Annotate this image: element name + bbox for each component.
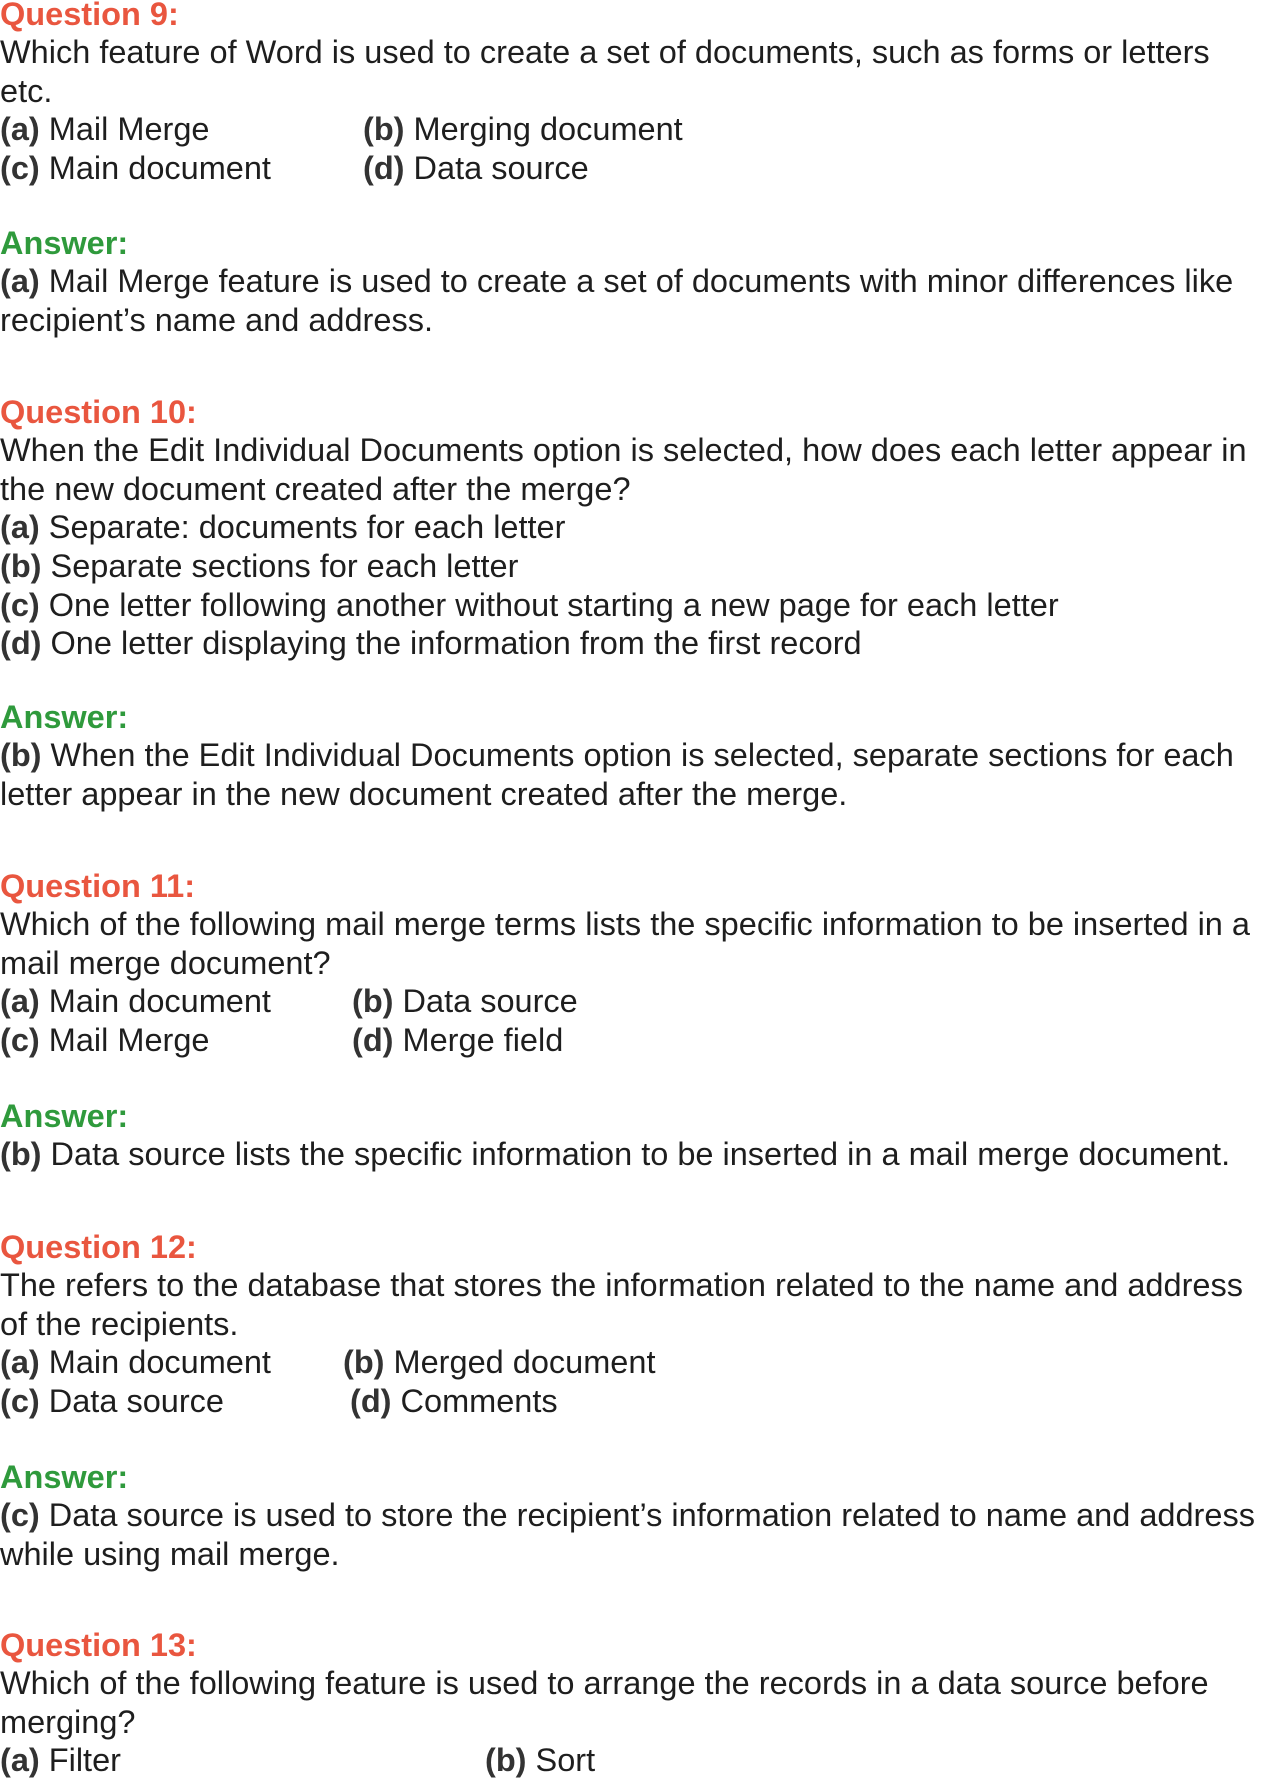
- question-title: [0, 1228, 197, 1267]
- option: [0, 1343, 271, 1382]
- option-letter: (a): [0, 111, 40, 148]
- answer-text: [0, 736, 1234, 775]
- question-text-line: The refers to the database that stores the information related to the name and address: [0, 1267, 1243, 1304]
- option-letter: (d): [363, 149, 405, 186]
- answer-label-text: Answer:: [0, 698, 129, 735]
- option: [485, 1741, 595, 1780]
- question-text-line: When the Edit Individual Documents option is selected, how does each letter appear in: [0, 432, 1247, 469]
- answer-label-text: Answer:: [0, 1097, 129, 1134]
- option-text: Data source: [402, 983, 578, 1020]
- answer-letter: (b): [0, 1136, 42, 1173]
- option-letter: (b): [343, 1344, 385, 1381]
- question-title-text: Question 13:: [0, 1626, 197, 1663]
- option-letter: (a): [0, 1742, 40, 1779]
- answer-text: [0, 775, 847, 814]
- option-letter: (d): [352, 1021, 394, 1058]
- answer-label-text: Answer:: [0, 1458, 129, 1495]
- question-text: [0, 905, 1250, 944]
- option-letter: (c): [0, 149, 40, 186]
- option: [0, 547, 518, 586]
- option: [0, 1382, 224, 1421]
- option: [350, 1382, 558, 1421]
- option: [0, 149, 271, 188]
- option-letter: (c): [0, 1021, 40, 1058]
- question-text-line: Which of the following mail merge terms lists the specific information to be inserted in a: [0, 906, 1250, 943]
- option: [0, 1741, 121, 1780]
- answer-text-line: When the Edit Individual Documents option is selected, separate sections for each: [41, 737, 1234, 774]
- question-text-line: Which of the following feature is used to arrange the records in a data source before: [0, 1665, 1209, 1702]
- option-text: Mail Merge: [48, 111, 210, 148]
- option-text: Sort: [535, 1742, 596, 1779]
- question-text-line: merging?: [0, 1703, 136, 1740]
- option: [0, 982, 271, 1021]
- option-text: Comments: [400, 1382, 558, 1419]
- question-title: [0, 0, 179, 34]
- answer-text: [0, 301, 433, 340]
- question-text-line: mail merge document?: [0, 944, 331, 981]
- question-text: [0, 944, 331, 983]
- question-text-line: Which feature of Word is used to create a set of documents, such as forms or letters: [0, 34, 1210, 71]
- question-text-line: etc.: [0, 72, 53, 109]
- option: [0, 624, 862, 663]
- answer-text: [0, 1535, 340, 1574]
- option-text: Mail Merge: [48, 1021, 210, 1058]
- question-title-text: Question 9:: [0, 0, 179, 32]
- question-title: [0, 867, 195, 906]
- option-text: One letter displaying the information from the first record: [50, 625, 862, 662]
- option: [363, 149, 589, 188]
- option-letter: (d): [0, 625, 42, 662]
- answer-text-line: Data source is used to store the recipient’s information related to name and address: [39, 1497, 1255, 1534]
- option: [0, 586, 1059, 625]
- question-text: [0, 1703, 136, 1742]
- answer-letter: (a): [0, 263, 40, 300]
- option-text: Main document: [48, 1344, 271, 1381]
- answer-letter: (b): [0, 737, 42, 774]
- answer-text: [0, 1496, 1255, 1535]
- answer-text-line: Mail Merge feature is used to create a set of documents with minor differences like: [39, 263, 1234, 300]
- answer-label: [0, 224, 128, 263]
- option-letter: (b): [485, 1742, 527, 1779]
- question-text: [0, 1305, 238, 1344]
- option: [363, 110, 683, 149]
- option-letter: (a): [0, 1344, 40, 1381]
- option-letter: (b): [352, 983, 394, 1020]
- answer-label-text: Answer:: [0, 224, 129, 261]
- question-title-text: Question 11:: [0, 867, 196, 904]
- option-text: Data source: [413, 149, 589, 186]
- answer-text-line: while using mail merge.: [0, 1535, 340, 1572]
- option-letter: (a): [0, 983, 40, 1020]
- option-text: Data source: [48, 1382, 224, 1419]
- question-title: [0, 1626, 197, 1665]
- option: [343, 1343, 655, 1382]
- answer-text: [0, 1135, 1230, 1174]
- option: [0, 110, 210, 149]
- question-text-line: of the recipients.: [0, 1305, 239, 1342]
- question-text: [0, 1266, 1243, 1305]
- option-letter: (b): [363, 111, 405, 148]
- option-text: Separate sections for each letter: [50, 547, 519, 584]
- option-text: Separate: documents for each letter: [48, 509, 566, 546]
- option: [0, 1021, 210, 1060]
- question-title-text: Question 12:: [0, 1228, 197, 1265]
- option: [352, 982, 578, 1021]
- question-text-line: the new document created after the merge?: [0, 470, 631, 507]
- option-text: Filter: [48, 1742, 121, 1779]
- option-letter: (c): [0, 586, 40, 623]
- answer-text-line: letter appear in the new document created after the merge.: [0, 775, 848, 812]
- option: [352, 1021, 563, 1060]
- option-text: Main document: [48, 983, 271, 1020]
- answer-text: [0, 262, 1233, 301]
- option-text: Main document: [48, 149, 271, 186]
- answer-label: [0, 1458, 128, 1497]
- option: [0, 508, 565, 547]
- answer-label: [0, 1097, 128, 1136]
- question-text: [0, 470, 631, 509]
- option-letter: (b): [0, 547, 42, 584]
- answer-text-line: recipient’s name and address.: [0, 301, 433, 338]
- answer-letter: (c): [0, 1497, 40, 1534]
- question-text: [0, 33, 1210, 72]
- option-letter: (c): [0, 1382, 40, 1419]
- question-text: [0, 1664, 1209, 1703]
- question-title-text: Question 10:: [0, 393, 197, 430]
- option-text: Merging document: [413, 111, 683, 148]
- option-text: One letter following another without starting a new page for each letter: [48, 586, 1059, 623]
- answer-text-line: Data source lists the specific information to be inserted in a mail merge document.: [41, 1136, 1231, 1173]
- answer-label: [0, 698, 128, 737]
- option-letter: (d): [350, 1382, 392, 1419]
- question-text: [0, 72, 52, 111]
- option-letter: (a): [0, 509, 40, 546]
- option-text: Merge field: [402, 1021, 564, 1058]
- question-text: [0, 431, 1247, 470]
- option-text: Merged document: [393, 1344, 656, 1381]
- question-title: [0, 393, 197, 432]
